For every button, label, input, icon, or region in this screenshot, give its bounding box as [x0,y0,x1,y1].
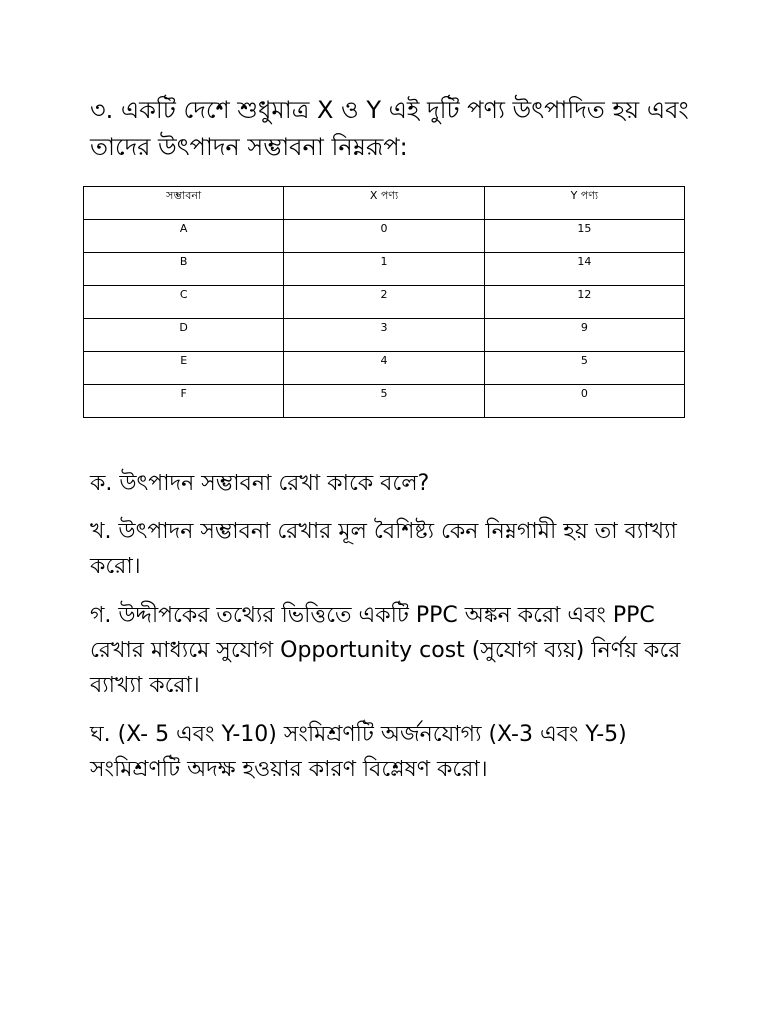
question-gha: ঘ. (X- 5 এবং Y-10) সংমিশ্রণটি অর্জনযোগ্য (X-3 এবং Y-5) সংমিশ্রণটি অদক্ষ হওয়ার কারণ বিশ্লেষণ করো। [90,722,627,782]
table-row [84,220,685,253]
table-row [84,253,685,286]
table-row [84,286,685,319]
production-possibility-table [83,186,685,418]
question-ka: ক. উৎপাদন সম্ভাবনা রেখা কাকে বলে? [90,471,430,496]
table-header-row [84,187,685,220]
table-row [84,385,685,418]
question-kha: খ. উৎপাদন সম্ভাবনা রেখার মূল বৈশিষ্ট্য কেন নিম্নগামী হয় তা ব্যাখ্যা করো। [90,519,677,579]
header-y-good: Y পণ্য [484,187,684,220]
table-cell: E [84,352,284,385]
table-cell: 5 [484,352,684,385]
table-cell: 3 [284,319,484,352]
table-cell: C [84,286,284,319]
table-cell: F [84,385,284,418]
table-cell: 4 [284,352,484,385]
table-cell: D [84,319,284,352]
header-x-good: X পণ্য [284,187,484,220]
table-cell: 9 [484,319,684,352]
table-cell: 14 [484,253,684,286]
table-cell: 1 [284,253,484,286]
table-cell: 12 [484,286,684,319]
table-cell: 0 [484,385,684,418]
table-cell: 5 [284,385,484,418]
table-cell: 2 [284,286,484,319]
table-row [84,319,685,352]
question-intro: ৩. একটি দেশে শুধুমাত্র X ও Y এই দুটি পণ্য উৎপাদিত হয় এবং তাদের উৎপাদন সম্ভাবনা নিম্নরূপ: [90,96,689,161]
table-cell: 15 [484,220,684,253]
table-cell: 0 [284,220,484,253]
table-cell: B [84,253,284,286]
header-possibility: সম্ভাবনা [84,187,284,220]
question-list [90,466,690,801]
table-row [84,352,685,385]
table-cell: A [84,220,284,253]
question-ga: গ. উদ্দীপকের তথ্যের ভিত্তিতে একটি PPC অঙ্কন করো এবং PPC রেখার মাধ্যমে সুযোগ Opportunity cost (সুযোগ ব্যয়) নির্ণয় করে ব্যাখ্যা করো। [90,603,681,698]
